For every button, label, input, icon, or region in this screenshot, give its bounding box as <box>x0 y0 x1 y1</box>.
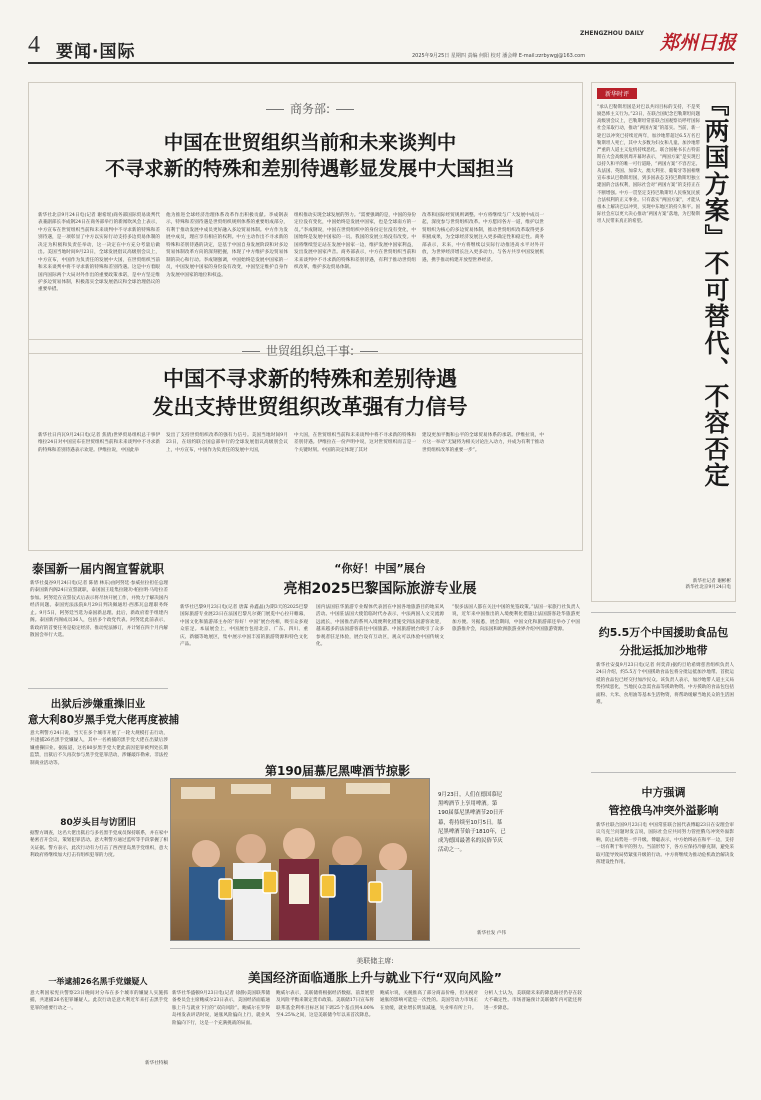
story1-col2: 他为推进全球经济治理体系改革作出积极贡献。李成钢表示，特殊和差别待遇是世贸组织规则体系的重要组成部分，有利于推动发展中成员更好融入多边贸易体制。中方作为发展中成员，理应享有相应的权利。中方主动作出不寻求新的特殊和差别待遇的决定，是基于中国自身发展阶段和对多边贸易体制改革方向的深刻把握，体现了中方维护多边贸易体制的决心和行动。李成钢强调，中国始终是发展中国家的一员，中国发展中国家的身份没有改变，中国坚定维护自身作为发展中国家的地位和权益。 <box>166 213 288 278</box>
paris-col2: 国内法国驻华旅游专业媒体代表团在中国各地旅游目的地采风活动。中国驻法国大使馆临时代办表示，中法两国人文交流源远流长，中国推出的系列入境便利化措施受到法国游客欢迎，越来越多的法国游客前往中国旅游。中国旅游展台吸引了众多参观者驻足体验，展台设有互动区，观众可以体验中国传统文化。 <box>316 605 444 648</box>
thailand-headline: 泰国新一届内阁宣誓就职 <box>31 562 164 576</box>
issue-info: 2025年9月25日 星期四 责编 何阳 校对 潘会峰 E-mail:zzrbywgj@163.com <box>412 53 586 59</box>
divider <box>591 772 736 773</box>
mafia-body-2: 据警方调查，这名大佬出狱后与多名黑手党成员保持联系，并在家中秘密召开会议，策划犯罪活动。意大利警方通过监听等手段掌握了相关证据。警方表示，此次行动有力打击了西西里岛黑手党组织，意大利政府将继续加大打击有组织犯罪的力度。 <box>30 831 168 859</box>
commentary-vertical-title <box>703 92 731 490</box>
story1-headline-1: 中国在世贸组织当前和未来谈判中 <box>163 131 457 154</box>
story2-col4: 建设更加平衡和公平的全球贸易体系的承诺。伊维拉说，中方这一举动“无疑将为相关讨论注入动力，并成为有利于推动世贸组织改革的重要一步”。 <box>422 433 544 453</box>
thailand-body: 新华社曼谷9月24日电(记者 陈倩 林东)由阿努廷·参威拉拉担任总理的泰国新内阁24日宣誓就职，泰国国王哇集拉隆功·帕拉明·马哈拉差参加。阿努廷在宣誓仪式后表示将尽快开展工作，并致力于解决国内经济问题。泰国宪法法院8月29日判决佩通坦·西那瓦总理职务终止。9月5日，阿努廷当选为泰国新总理。此后，新政府着手组建内阁。泰国新内阁成员36人，包括多个政党代表。阿努廷此前表示，新政府的首要任务是稳定经济、推动宪法修订，并计划在四个月内解散国会举行大选。 <box>30 581 168 639</box>
photo-caption: 9月23日，人们在德国慕尼黑啤酒节上享用啤酒。第190届慕尼黑啤酒节20日开幕，将持续至10月5日。慕尼黑啤酒节始于1810年，已成为德国最著名的民俗节庆活动之一。 <box>438 792 506 854</box>
vertical-title-char: 否 <box>704 434 730 464</box>
ukraine-headline-2: 管控俄乌冲突外溢影响 <box>608 804 719 817</box>
story1-kicker: 商务部: <box>40 100 580 117</box>
newspaper-logo: 郑州日报 <box>660 32 737 54</box>
vertical-title-char: 方 <box>704 169 730 199</box>
fed-col4: 分析人士认为，美联储未来的降息路径仍存在较大不确定性。市场普遍预计美联储年内可能还将进一步降息。 <box>484 991 582 1011</box>
vertical-title-char: ︑ <box>704 355 730 384</box>
story2-col1: 新华社日内瓦9月24日电(记者 焦倩)世界贸易组织总干事伊维拉24日对中国宣布在世贸组织当前和未来谈判中不寻求新的特殊和差别待遇表示欢迎。伊维拉说，中国此举 <box>38 433 160 453</box>
fed-kicker: 美联储主席: <box>356 957 394 965</box>
gaza-headline-2: 分批运抵加沙地带 <box>619 644 708 657</box>
header-rule <box>28 62 734 64</box>
story2-col3: 中大国，在世贸组织当前和未来谈判中将不寻求新的特殊和差别待遇。伊维拉在一份声明中说，这对世贸组织而言是一个关键时刻。中国的决定体现了其对 <box>294 433 416 453</box>
gaza-headline-1: 约5.5万个中国援助食品包 <box>598 626 729 639</box>
mafia-body-3: 意大利国家宪兵警察23日晚间对分布在多个城市的嫌疑人实施抓捕，共逮捕26名犯罪嫌疑人。此次行动是意大利近年来打击黑手党犯罪的重要行动之一。 <box>30 991 168 1011</box>
vertical-title-char: 可 <box>704 275 730 305</box>
divider <box>28 688 168 689</box>
story2-headline-2: 发出支持世贸组织改革强有力信号 <box>152 395 468 419</box>
vertical-title-char: 案 <box>704 196 730 225</box>
vertical-title-char: 国 <box>704 143 730 172</box>
vertical-title-char: 定 <box>704 461 730 490</box>
vertical-title-char: ﹃ <box>704 90 730 119</box>
vertical-title-char: ﹄ <box>704 222 730 252</box>
vertical-title-char: 两 <box>704 116 730 146</box>
paris-col3: “很多法国人都在关注中国的免签政策。”法国一家旅行社负责人说，近年来中国推出的入境便利化措施让法国游客赴华旅游更加方便。另据悉，展会期间，中国文化和旅游部还举办了中国旅游推介会，向法国和欧洲旅游业界介绍中国旅游资源。 <box>452 605 580 633</box>
fed-col3: 鲍威尔说，关税推高了部分商品价格，但关税对通胀的影响可能是一次性的。美国劳动力市场正在放缓，就业增长明显减速，失业率有所上升。 <box>380 991 478 1011</box>
fed-headline: 美国经济面临通胀上升与就业下行“双向风险” <box>248 970 502 985</box>
page-number: 4 <box>28 32 40 58</box>
mafia-subhead: 80岁头目与访团旧 <box>60 818 136 828</box>
paris-headline: 亮相2025巴黎国际旅游专业展 <box>283 581 477 597</box>
oktoberfest-photo <box>170 778 430 941</box>
commentary-tag: 新华时评 <box>597 88 637 99</box>
paris-kicker: “你好！中国”展台 <box>334 562 426 575</box>
vertical-title-char: 不 <box>704 249 730 278</box>
photo-title: 第190届慕尼黑啤酒节掠影 <box>264 764 411 778</box>
photo-credit: 新华社发 卢伟 <box>476 931 506 936</box>
ukraine-body: 新华社联合国9月23日电 中国常驻联合国代表傅聪23日在安理会审议乌克兰问题时发言说，国际社会应共同努力管控俄乌冲突外溢影响，防止局势进一步升级。傅聪表示，中方始终站在和平一边，支持一切有利于和平的努力。当前形势下，各方应保持冷静克制，避免采取可能导致局势紧张升级的行动。中方将继续为推动危机政治解决发挥建设性作用。 <box>596 823 734 866</box>
story2-headline-1: 中国不寻求新的特殊和差别待遇 <box>163 367 457 391</box>
story1-col4: 改革和国际经贸规则调整。中方将继续与广大发展中成员一起，深度参与世贸组织改革。中方愿同各方一道，维护以世贸组织为核心的多边贸易体制，推动世贸组织改革取得更多积极成果，为全球经济发展注入更多确定性和稳定性。商务部表示，未来，中方将继续以实际行动推进高水平对外开放，为世界经济增长注入更多动力，与各方共享中国发展机遇，携手推动构建开放型世界经济。 <box>422 213 544 263</box>
paris-col1: 新华社巴黎9月23日电(记者 唐霁 孙鑫晶)为期3天的2025巴黎国际旅游专业展23日在法国巴黎凡尔赛门展览中心拉开帷幕，中国文化和旅游部主办的“你好！中国”展台亮相，吸引众多观众驻足。本届展会上，中国展台包括北京、广东、四川、重庆、新疆等地展区，集中展示中国丰富的旅游资源和特色文化产品。 <box>180 605 308 648</box>
story1-col3: 组织推动实现全球发展的努力。“需要强调的是，中国的身份定位没有变化，中国始终是发展中国家，也是全球南方的一员。”李成钢说，中国在世贸组织中的身份定位没有变化，中国始终是发展中国家的一员。我国的发展立场没有改变。中国将继续坚定站在发展中国家一边，维护发展中国家利益，发出发展中国家声音。商务部表示，中方在世贸组织当前和未来谈判中不寻求新的特殊和差别待遇，有利于推动世贸组织改革，维护多边贸易体制。 <box>294 213 416 271</box>
ukraine-headline-1: 中方强调 <box>641 786 686 799</box>
story1-headline-2: 不寻求新的特殊和差别待遇彰显发展中大国担当 <box>105 157 515 180</box>
divider <box>591 612 736 613</box>
story2-col2: 发出了支持世贸组织改革的强有力信号。美国当地时间9月23日，在纽约联合国总部举行的全球发展倡议高级别会议上，中方宣布，中国作为负责任的发展中大国， <box>166 433 288 453</box>
vertical-title-char: 替 <box>704 302 730 331</box>
vertical-title-char: 不 <box>704 381 730 411</box>
section-title: 要闻·国际 <box>56 42 136 62</box>
story1-col1: 新华社北京9月24日电(记者 谢希瑶)商务部国际贸易谈判代表兼副部长李成钢24日在商务部举行的新闻吹风会上表示，中方宣布在世贸组织当前和未来谈判中不寻求新的特殊和差别待遇，是一项彰显了中方以实际行动支持多边贸易体制的决定为积极和负责任举动，这一决定在中方充分考量后做出。美国当地时间9月23日，全球发展倡议高级别会议上，中方宣布，中国作为负责任的发展中大国，在世贸组织当前和未来谈判中将不寻求新的特殊和差别待遇。这是中方着眼国内国际两个大局对外作出的重要政策承诺，是中方坚定维护多边贸易体制，积极落实全球发展倡议和全球治理倡议的重要举措。 <box>38 213 160 293</box>
mafia-credit: 新华社特稿 <box>145 1061 168 1066</box>
divider <box>170 948 580 949</box>
vertical-title-char: 代 <box>704 328 730 358</box>
gaza-body: 新华社安曼9月23日电(记者 何奕萍)据约旦哈希姆慈善组织负责人24日介绍，约5.5万个中国援助食品包将分批运抵加沙地带。首批运抵的食品包已经交付加沙民众。该负责人表示，加沙地带人道主义局势持续恶化，当地民众急需食品等援助物资。中方援助的食品包包括面粉、大米、食用油等基本生活物资，将帮助缓解当地民众的生活困难。 <box>596 663 734 706</box>
mafia-body-1: 意大利警方24日说，当天在多个城市开展了一轮大规模打击行动，共逮捕26名黑手党嫌疑人，其中一名被捕的黑手党大佬在出狱后涉嫌重操旧业。据报道，这名80岁黑手党大佬此前因犯罪被判处长期监禁，出狱后不久再次参与黑手党犯罪活动，涉嫌敲诈勒索、非法控制商业活动等。 <box>30 731 168 766</box>
mafia-subhead-2: 一举逮捕26名黑手党嫌疑人 <box>48 977 148 986</box>
vertical-title-char: 容 <box>704 408 730 437</box>
fed-col2: 鲍威尔表示，美联储将根据经济数据、前景展望及风险平衡来制定货币政策。美联储17日宣布将联邦基金利率目标区间下调25个基点到4.00%至4.25%之间，这是美联储今年以来首次降息。 <box>276 991 374 1019</box>
mafia-headline-2: 意大利80岁黑手党大佬再度被捕 <box>28 714 180 726</box>
mafia-headline-1: 出狱后涉嫌重操旧业 <box>50 698 146 710</box>
commentary-credit: 新华社记者 谢彬彬 新华社北京9月24日电 <box>685 579 731 590</box>
oktoberfest-photo-image <box>171 779 430 941</box>
commentary-body: “承认巴勒斯坦国是对巴以共同目标的支持，不是奖励恐怖主义行为。”23日，在联合国纪念巴勒斯坦问题高级别会议上，巴勒斯坦常驻联合国观察员呼吁国际社会采取行动，推动“两国方案”的落实。当前，新一轮巴以冲突已持续近两年，加沙地带超过6.5万名巴勒斯坦人死亡，其中大多数为妇女和儿童。加沙地带严重的人道主义危机持续恶化。联合国秘书长古特雷斯在大会高级别周开幕时表示，“两国方案”是实现巴以持久和平的唯一可行道路，“两国方案”不容否定。从法国、英国、加拿大、澳大利亚、葡萄牙等国相继宣布承认巴勒斯坦国，到多国表态支持巴勒斯坦独立建国的合法权利，国际社会对“两国方案”的支持正在不断增强。中方一贯坚定支持巴勒斯坦人民恢复民族合法权利的正义事业。只有落实“两国方案”，才能从根本上解决巴以冲突，实现中东地区的持久和平。国际社会应以更大决心推动“两国方案”落地，为巴勒斯坦人民带来真正的希望。 <box>597 105 700 224</box>
fed-col1: 新华社华盛顿9月23日电(记者 徐静)美国联邦储备委员会主席鲍威尔23日表示，美国经济面临通胀上升与就业下行的“双向风险”。鲍威尔在罗得岛州发表讲话时说，通胀风险偏向上行，就业风险偏向下行，这是一个充满挑战的局面。 <box>172 991 270 1026</box>
story2-kicker: 世贸组织总干事: <box>40 342 580 359</box>
paper-name: ZHENGZHOU DAILY <box>580 30 644 37</box>
